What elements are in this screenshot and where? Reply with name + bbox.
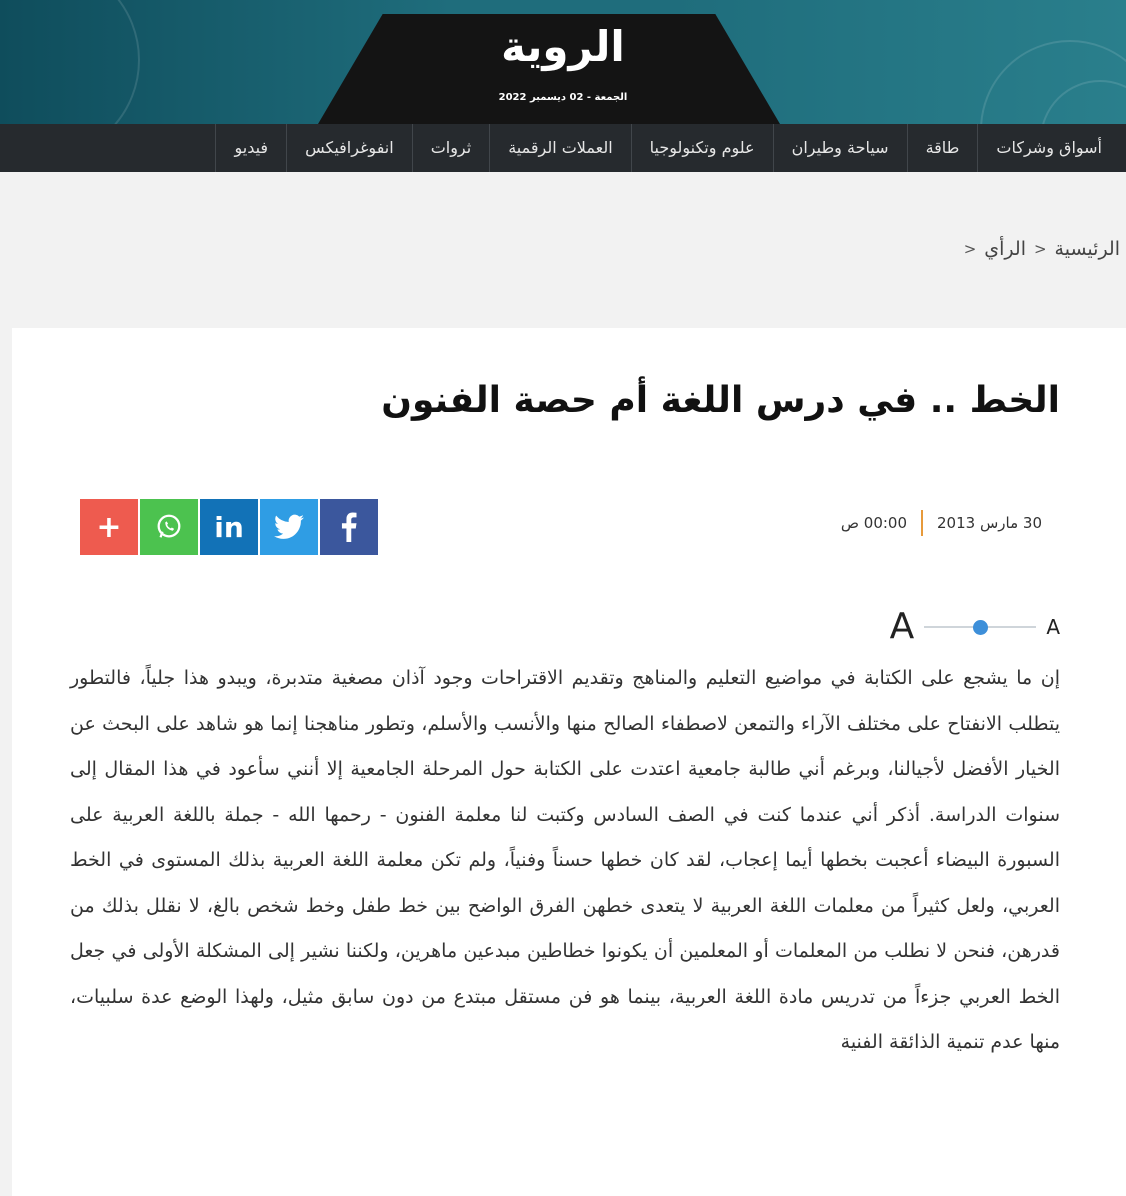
nav-item-markets[interactable]: أسواق وشركات <box>977 124 1120 172</box>
share-whatsapp-button[interactable] <box>140 499 198 555</box>
site-logo[interactable] <box>0 22 1126 71</box>
logo-text: الروية <box>501 22 625 71</box>
site-header <box>0 0 1126 124</box>
breadcrumb-separator: < <box>1033 240 1047 258</box>
nav-item-crypto[interactable]: العملات الرقمية <box>489 124 630 172</box>
breadcrumb-section[interactable]: الرأي <box>984 238 1026 260</box>
breadcrumb-home[interactable]: الرئيسية <box>1054 238 1120 260</box>
nav-item-infographics[interactable]: انفوغرافيكس <box>286 124 412 172</box>
font-size-control <box>890 606 1060 647</box>
twitter-icon <box>274 514 304 540</box>
whatsapp-icon <box>154 512 184 542</box>
slider-thumb[interactable] <box>973 620 988 635</box>
font-size-large-label[interactable]: A <box>889 606 915 647</box>
plus-icon: + <box>96 509 122 545</box>
share-twitter-button[interactable] <box>260 499 318 555</box>
share-linkedin-button[interactable] <box>200 499 258 555</box>
share-facebook-button[interactable] <box>320 499 378 555</box>
facebook-icon <box>341 512 357 542</box>
article-paragraph: إن ما يشجع على الكتابة في مواضيع التعليم والمناهج وتقديم الاقتراحات وجود آذان مصغية متدبرة، ويبدو هذا جلياً، فالتطور يتطلب الانفتاح على مختلف الآراء والتمعن لاصطفاء الصالح منها والأنسب والأسلم، وتطور مناهجنا إنما هو شاهد على البحث عن الخيار الأفضل لأجيالنا، وبرغم أني طالبة جامعية اعتدت على الكتابة حول المرحلة الجامعية إلا أنني سأعود في هذا المقال إلى سنوات الدراسة. أذكر أني عندما كنت في الصف السادس وكتبت لنا معلمة الفنون - رحمها الله - جملة باللغة العربية على السبورة البيضاء أعجبت بخطها أيما إعجاب، لقد كان خطها حسناً وفنياً، ولم تكن معلمة اللغة العربية بذلك المستوى في الخط العربي، ولعل كثيراً من معلمات اللغة العربية لا يتعدى خطهن الفرق الواضح بين خط طفل وخط شخص بالغ، لا نقلل بذلك من قدرهن، فنحن لا نطلب من المعلمات أو المعلمين أن يكونوا خطاطين مبدعين ماهرين، ولكننا نشير إلى المشكلة الأولى في جعل الخط العربي جزءاً من تدريس مادة اللغة العربية، بينما هو فن مستقل مبتدع من دون سابق مثيل، ولهذا الوضع عدة سلبيات، منها عدم تنمية الذائقة الفنية <box>70 667 1060 1053</box>
breadcrumb <box>964 238 1120 260</box>
article-body <box>70 656 1060 1066</box>
share-bar <box>80 499 380 555</box>
nav-item-energy[interactable]: طاقة <box>907 124 978 172</box>
font-size-small-label[interactable]: A <box>1046 614 1060 639</box>
article-time: 00:00 ص <box>840 514 908 532</box>
article-meta <box>841 510 1042 536</box>
breadcrumb-separator: < <box>963 240 977 258</box>
font-size-slider[interactable] <box>924 617 1036 637</box>
share-more-button[interactable] <box>80 499 138 555</box>
nav-item-tourism[interactable]: سياحة وطيران <box>773 124 907 172</box>
meta-divider <box>921 510 923 536</box>
content-cutoff <box>12 1102 1126 1196</box>
article-date: 30 مارس 2013 <box>937 514 1042 532</box>
article-title: الخط .. في درس اللغة أم حصة الفنون <box>381 380 1060 421</box>
linkedin-icon: in <box>214 510 244 544</box>
nav-item-wealth[interactable]: ثروات <box>412 124 490 172</box>
nav-item-science[interactable]: علوم وتكنولوجيا <box>631 124 773 172</box>
main-nav <box>0 124 1126 172</box>
header-date: الجمعة - 02 ديسمبر 2022 <box>498 92 628 103</box>
article-card <box>12 328 1126 1196</box>
nav-item-video[interactable]: فيديو <box>215 124 286 172</box>
